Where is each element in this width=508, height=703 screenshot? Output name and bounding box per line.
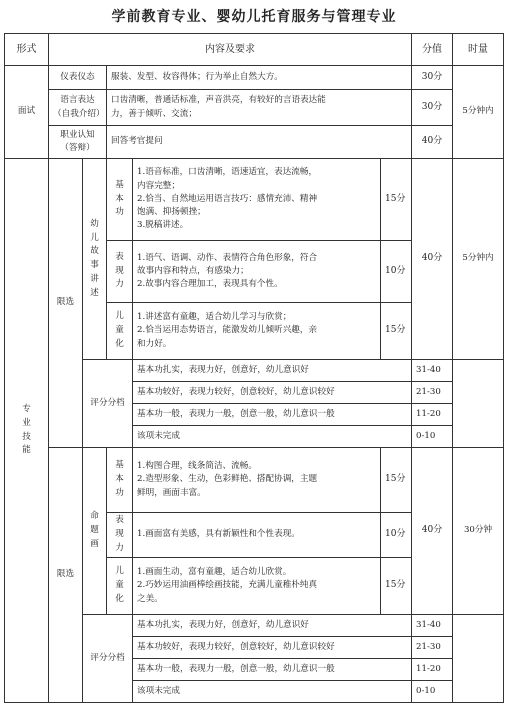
story-label: 幼 儿 故 事 讲 述 (83, 159, 107, 360)
header-score: 分值 (412, 34, 453, 66)
painting-part-score: 15分 (381, 448, 412, 513)
grade-range: 0-10 (412, 681, 453, 703)
story-part-label: 表 现 力 (107, 241, 133, 303)
painting-part-content: 1.构图合理，线条简洁、流畅。 2.造型形象、生动，色彩鲜艳、搭配协调，主题 鲜明，画面丰富。 (133, 448, 381, 513)
interview-score: 30分 (412, 66, 453, 90)
interview-row (5, 126, 504, 159)
grade-text: 基本功较好，表现力较好，创意较好，幼儿意识较好 (133, 637, 412, 659)
painting-grading-label: 评分分档 (83, 615, 133, 703)
story-part-content: 1.语音标准，口齿清晰，语速适宜，表达流畅， 内容完整； 2.恰当、自然地运用语言技巧：感情充沛、精神 饱满、抑扬顿挫； 3.脱稿讲述。 (133, 159, 381, 241)
painting-score: 40分 (412, 448, 453, 615)
grade-text: 基本功一般，表现力一般，创意一般，幼儿意识一般 (133, 659, 412, 681)
header-row (5, 34, 504, 66)
story-part-content: 1.讲述富有童趣，适合幼儿学习与欣赏； 2.恰当运用态势语言，能激发幼儿倾听兴趣，亲 和力好。 (133, 303, 381, 360)
story-part-label: 儿 童 化 (107, 303, 133, 360)
interview-score: 30分 (412, 90, 453, 126)
header-form: 形式 (5, 34, 49, 66)
story-time: 5分钟内 (453, 159, 504, 360)
story-score: 40分 (412, 159, 453, 360)
header-content: 内容及要求 (49, 34, 412, 66)
interview-item: 语言表达 （自我介绍） (49, 90, 107, 126)
painting-label: 命 题 画 (83, 448, 107, 615)
grade-text: 基本功扎实，表现力好，创意好，幼儿意识好 (133, 615, 412, 637)
painting-grade-blank (453, 615, 504, 703)
interview-content: 回答考官提问 (107, 126, 412, 159)
grade-range: 31-40 (412, 615, 453, 637)
grade-range: 21-30 (412, 382, 453, 404)
painting-part-label: 表 现 力 (107, 513, 133, 558)
grade-text: 该项未完成 (133, 681, 412, 703)
interview-item: 仪表仪态 (49, 66, 107, 90)
header-time: 时量 (453, 34, 504, 66)
interview-score: 40分 (412, 126, 453, 159)
grade-range: 31-40 (412, 360, 453, 382)
story-selection-label: 限选 (49, 159, 83, 448)
exam-table (4, 33, 504, 703)
grade-text: 基本功一般，表现力一般，创意一般，幼儿意识一般 (133, 404, 412, 426)
story-part-score: 15分 (381, 159, 412, 241)
painting-time: 30分钟 (453, 448, 504, 615)
painting-part-row (5, 448, 504, 513)
story-grade-blank (453, 360, 504, 448)
interview-row (5, 90, 504, 126)
skills-label: 专 业 技 能 (5, 159, 49, 703)
story-part-row (5, 159, 504, 241)
interview-row (5, 66, 504, 90)
painting-part-score: 15分 (381, 558, 412, 615)
painting-part-score: 10分 (381, 513, 412, 558)
painting-part-content: 1.画面富有美感，具有新颖性和个性表现。 (133, 513, 381, 558)
story-part-score: 10分 (381, 241, 412, 303)
story-part-score: 15分 (381, 303, 412, 360)
interview-time: 5分钟内 (453, 66, 504, 159)
interview-content: 口齿清晰，普通话标准，声音洪亮，有较好的言语表达能 力，善于倾听、交流； (107, 90, 412, 126)
painting-part-content: 1.画面生动，富有童趣，适合幼儿欣赏。 2.巧妙运用油画棒绘画技能，充满儿童稚朴纯真 之美。 (133, 558, 381, 615)
page-title: 学前教育专业、婴幼儿托育服务与管理专业 (111, 9, 397, 25)
grade-range: 0-10 (412, 426, 453, 448)
painting-part-label: 基 本 功 (107, 448, 133, 513)
painting-selection-label: 限选 (49, 448, 83, 703)
story-part-content: 1.语气、语调、动作、表情符合角色形象，符合 故事内容和特点，有感染力； 2.故事内容合理加工，表现具有个性。 (133, 241, 381, 303)
interview-label: 面试 (5, 66, 49, 159)
story-grading-label: 评分分档 (83, 360, 133, 448)
grade-range: 21-30 (412, 637, 453, 659)
painting-part-label: 儿 童 化 (107, 558, 133, 615)
grade-text: 基本功扎实，表现力好，创意好，幼儿意识好 (133, 360, 412, 382)
grade-range: 11-20 (412, 404, 453, 426)
story-part-label: 基 本 功 (107, 159, 133, 241)
grade-text: 该项未完成 (133, 426, 412, 448)
grade-text: 基本功较好，表现力较好，创意较好，幼儿意识较好 (133, 382, 412, 404)
grade-range: 11-20 (412, 659, 453, 681)
interview-content: 服装、发型、妆容得体；行为举止自然大方。 (107, 66, 412, 90)
interview-item: 职业认知 （答辩） (49, 126, 107, 159)
